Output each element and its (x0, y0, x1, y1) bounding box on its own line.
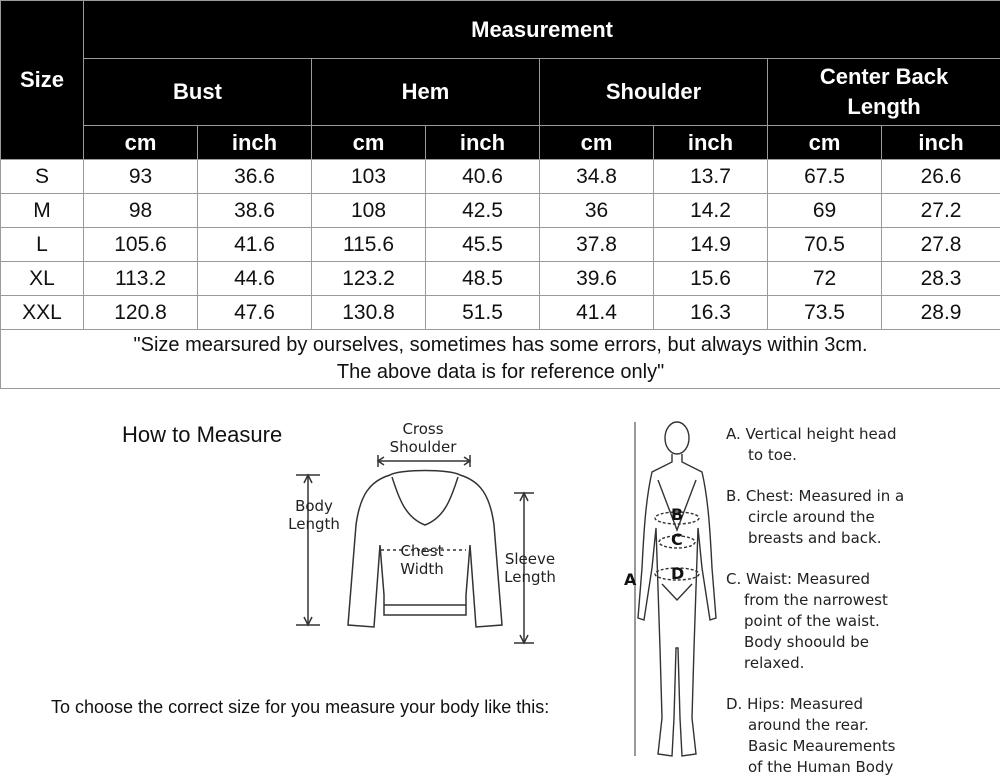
legend-line: point of the waist. (744, 612, 880, 630)
table-cell: 69 (768, 194, 882, 228)
cross-shoulder-label (388, 420, 458, 456)
table-cell: 42.5 (426, 194, 540, 228)
legend-line: circle around the (748, 508, 875, 526)
size-cell: S (1, 160, 84, 194)
bust-header: Bust (84, 59, 312, 126)
table-row (1, 160, 1000, 194)
table-cell: 108 (312, 194, 426, 228)
size-cell: XL (1, 262, 84, 296)
table-cell: 28.9 (882, 296, 1000, 330)
table-cell: 48.5 (426, 262, 540, 296)
label-line: Chest (400, 542, 444, 560)
label-line: Width (400, 560, 444, 578)
table-cell: 44.6 (198, 262, 312, 296)
table-cell: 14.9 (654, 228, 768, 262)
table-cell: 16.3 (654, 296, 768, 330)
label-line: Length (504, 568, 556, 586)
unit-header: inch (426, 126, 540, 160)
unit-header: cm (84, 126, 198, 160)
table-cell: 28.3 (882, 262, 1000, 296)
table-cell: 72 (768, 262, 882, 296)
legend-line: around the rear. (748, 716, 869, 734)
table-cell: 27.2 (882, 194, 1000, 228)
unit-header: inch (654, 126, 768, 160)
body-letter-c: C (671, 530, 683, 549)
table-row (1, 296, 1000, 330)
table-cell: 98 (84, 194, 198, 228)
legend-a (726, 424, 896, 466)
table-cell: 40.6 (426, 160, 540, 194)
table-row (1, 228, 1000, 262)
label-line: Length (288, 515, 340, 533)
label-line: Sleeve (504, 550, 556, 568)
legend-b (726, 486, 904, 549)
table-cell: 105.6 (84, 228, 198, 262)
legend-line: breasts and back. (748, 529, 882, 547)
legend-line: C. Waist: Measured (726, 570, 871, 588)
table-cell: 123.2 (312, 262, 426, 296)
table-cell: 36 (540, 194, 654, 228)
table-row (1, 194, 1000, 228)
body-letter-b: B (671, 505, 684, 524)
body-letter-d: D (671, 564, 685, 583)
table-cell: 13.7 (654, 160, 768, 194)
size-cell: XXL (1, 296, 84, 330)
size-header: Size (1, 1, 84, 160)
table-cell: 37.8 (540, 228, 654, 262)
shoulder-header: Shoulder (540, 59, 768, 126)
body-letter-a: A (624, 570, 637, 589)
table-cell: 67.5 (768, 160, 882, 194)
body-figure-diagram (632, 418, 722, 778)
legend-d (726, 694, 895, 778)
table-cell: 41.4 (540, 296, 654, 330)
measurement-header: Measurement (84, 1, 1000, 59)
table-cell: 93 (84, 160, 198, 194)
hem-header: Hem (312, 59, 540, 126)
table-cell: 38.6 (198, 194, 312, 228)
how-to-measure-title: How to Measure (122, 422, 283, 447)
table-cell: 70.5 (768, 228, 882, 262)
size-cell: M (1, 194, 84, 228)
body-length-label (284, 497, 344, 533)
table-row (1, 262, 1000, 296)
instruction-text: To choose the correct size for you measure your body like this: (51, 697, 550, 717)
center-back-length-header (768, 59, 1000, 126)
legend-line: Basic Meaurements (748, 737, 896, 755)
disclaimer-line: "Size mearsured by ourselves, sometimes has some errors, but always within 3cm. (133, 334, 868, 356)
unit-header: cm (312, 126, 426, 160)
table-cell: 14.2 (654, 194, 768, 228)
table-cell: 45.5 (426, 228, 540, 262)
chest-width-label (392, 542, 452, 578)
table-cell: 73.5 (768, 296, 882, 330)
legend-line: Body shoould be (744, 633, 870, 651)
unit-header: inch (882, 126, 1000, 160)
legend-line: D. Hips: Measured (726, 695, 863, 713)
legend-line: A. Vertical height head (726, 425, 897, 443)
disclaimer-note (1, 330, 1000, 389)
legend-line: of the Human Body (748, 758, 894, 776)
disclaimer-line: The above data is for reference only" (336, 361, 665, 383)
legend-line: to toe. (748, 446, 797, 464)
table-cell: 41.6 (198, 228, 312, 262)
legend-line: relaxed. (744, 654, 805, 672)
label-line: Shoulder (389, 438, 457, 456)
legend-line: from the narrowest (744, 591, 888, 609)
table-cell: 39.6 (540, 262, 654, 296)
table-cell: 27.8 (882, 228, 1000, 262)
table-cell: 120.8 (84, 296, 198, 330)
sleeve-length-label (500, 550, 560, 586)
table-cell: 130.8 (312, 296, 426, 330)
unit-header: cm (540, 126, 654, 160)
table-cell: 113.2 (84, 262, 198, 296)
label-line: Cross (402, 420, 444, 438)
size-chart-table (0, 0, 1000, 389)
table-cell: 47.6 (198, 296, 312, 330)
table-cell: 115.6 (312, 228, 426, 262)
size-cell: L (1, 228, 84, 262)
table-cell: 103 (312, 160, 426, 194)
table-cell: 34.8 (540, 160, 654, 194)
table-cell: 51.5 (426, 296, 540, 330)
table-cell: 26.6 (882, 160, 1000, 194)
unit-header: inch (198, 126, 312, 160)
table-cell: 15.6 (654, 262, 768, 296)
legend-line: B. Chest: Measured in a (726, 487, 905, 505)
unit-header: cm (768, 126, 882, 160)
center-back-length-label: Center Back Length (819, 64, 949, 119)
legend-c (726, 569, 888, 674)
table-cell: 36.6 (198, 160, 312, 194)
label-line: Body (295, 497, 333, 515)
